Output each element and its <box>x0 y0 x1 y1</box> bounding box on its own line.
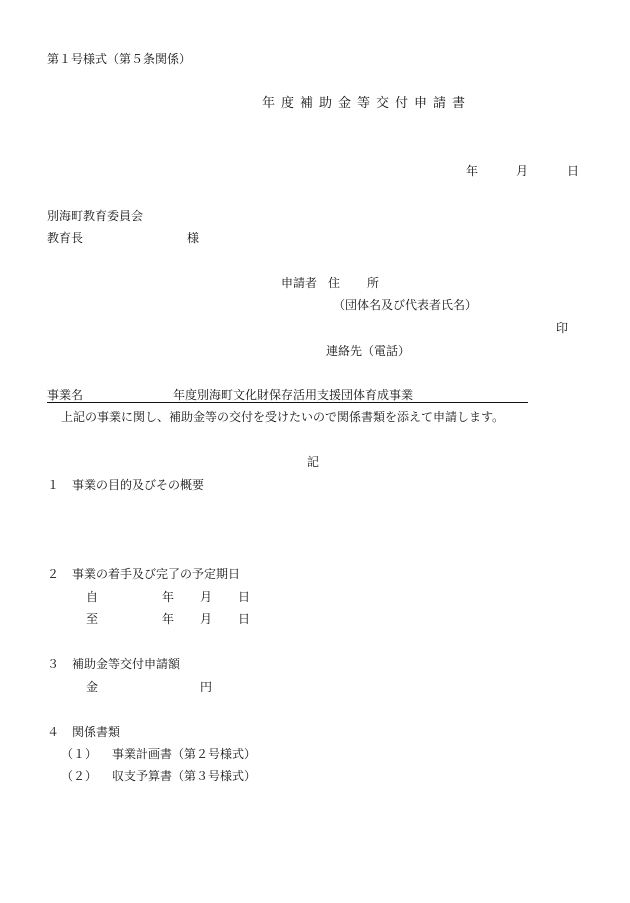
date-month: 月 <box>516 164 529 178</box>
period-to-day: 日 <box>238 612 251 626</box>
document-2-name: 収支予算書（第３号様式） <box>112 769 257 783</box>
applicant-label: 申請者 <box>281 276 318 290</box>
project-label: 事業名 <box>47 388 84 402</box>
applicant-address-1: 住 <box>328 276 341 290</box>
section-3-title: 補助金等交付申請額 <box>72 657 181 671</box>
date-year: 年 <box>466 164 479 178</box>
date-day: 日 <box>567 164 580 178</box>
applicant-contact: 連絡先（電話） <box>326 344 411 358</box>
section-1-number: １ <box>47 478 60 492</box>
ki-label: 記 <box>307 455 320 469</box>
amount-unit: 円 <box>200 680 213 694</box>
addressee-title: 教育長 <box>47 231 84 245</box>
applicant-org-rep: （団体名及び代表者氏名） <box>333 298 478 312</box>
period-from-year: 年 <box>162 590 175 604</box>
seal-mark: 印 <box>556 321 569 335</box>
period-from-month: 月 <box>200 590 213 604</box>
form-number: 第１号様式（第５条関係） <box>47 52 192 66</box>
period-to-year: 年 <box>162 612 175 626</box>
amount-label: 金 <box>86 680 99 694</box>
section-2-number: ２ <box>47 567 60 581</box>
period-to-label: 至 <box>86 612 99 626</box>
addressee-org: 別海町教育委員会 <box>47 209 144 223</box>
addressee-honorific: 様 <box>187 231 200 245</box>
period-to-month: 月 <box>200 612 213 626</box>
section-2-title: 事業の着手及び完了の予定期日 <box>72 567 241 581</box>
section-4-title: 関係書類 <box>72 725 121 739</box>
project-name: 年度別海町文化財保存活用支援団体育成事業 <box>173 388 414 402</box>
document-1-number: （１） <box>61 747 98 761</box>
section-3-number: ３ <box>47 657 60 671</box>
section-1-title: 事業の目的及びその概要 <box>72 478 205 492</box>
document-2-number: （２） <box>61 769 98 783</box>
intro-text: 上記の事業に関し、補助金等の交付を受けたいので関係書類を添えて申請します。 <box>61 410 505 424</box>
document-title: 年度補助金等交付申請書 <box>262 96 472 111</box>
document-1-name: 事業計画書（第２号様式） <box>112 747 257 761</box>
period-from-label: 自 <box>86 590 99 604</box>
section-4-number: ４ <box>47 725 60 739</box>
period-from-day: 日 <box>238 590 251 604</box>
applicant-address-2: 所 <box>367 276 380 290</box>
